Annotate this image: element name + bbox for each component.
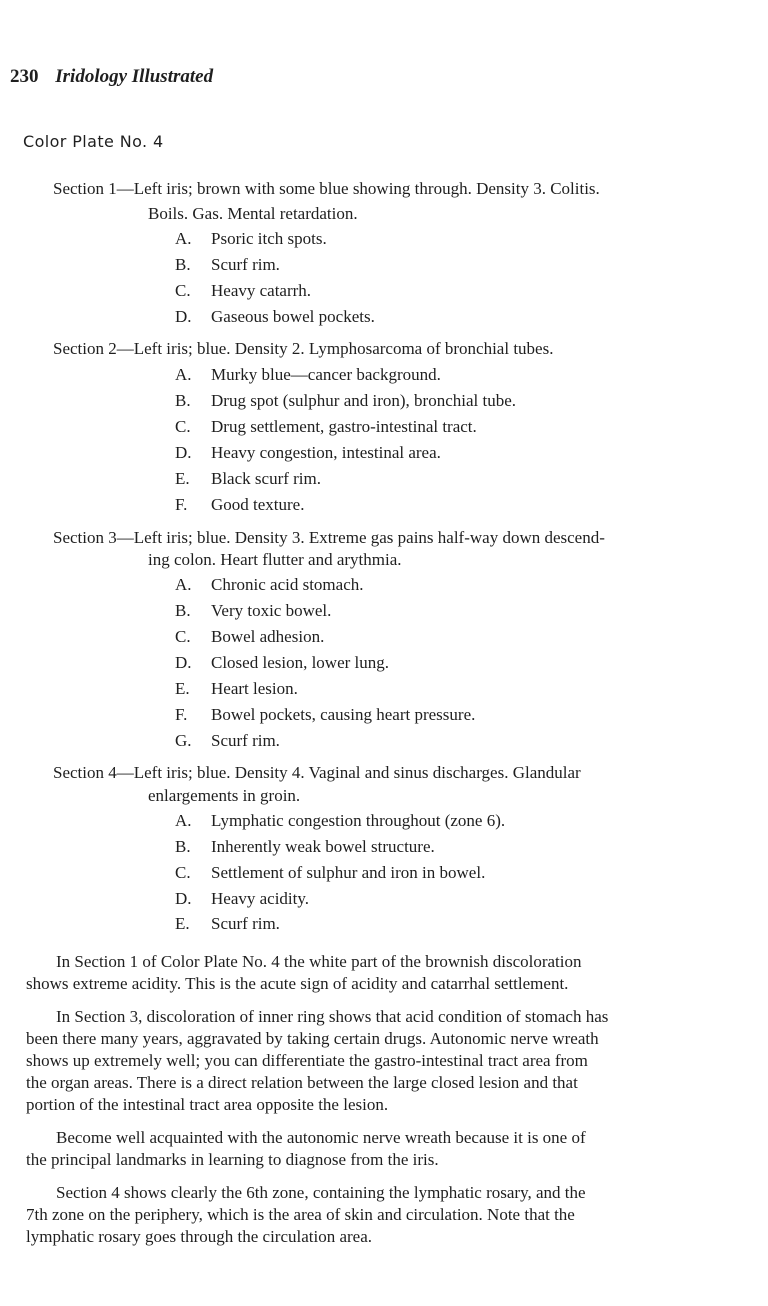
- paragraph-line: the principal landmarks in learning to diagnose from the iris.: [26, 1150, 439, 1169]
- item-text: Drug settlement, gastro-intestinal tract.: [211, 417, 477, 436]
- item-letter: F.: [175, 495, 188, 514]
- item-letter: C.: [175, 627, 191, 646]
- item-letter: D.: [175, 307, 192, 326]
- paragraph-line: Section 4 shows clearly the 6th zone, containing the lymphatic rosary, and the: [56, 1183, 586, 1202]
- section-4-line-1: Section 4—Left iris; blue. Density 4. Vaginal and sinus discharges. Glandular: [53, 763, 581, 782]
- item-letter: C.: [175, 417, 191, 436]
- item-letter: B.: [175, 601, 191, 620]
- paragraph-line: In Section 3, discoloration of inner ring shows that acid condition of stomach has: [56, 1007, 609, 1026]
- item-letter: E.: [175, 679, 190, 698]
- item-letter: C.: [175, 281, 191, 300]
- paragraph-line: been there many years, aggravated by taking certain drugs. Autonomic nerve wreath: [26, 1029, 599, 1048]
- item-text: Gaseous bowel pockets.: [211, 307, 375, 326]
- book-title: Iridology Illustrated: [55, 66, 214, 87]
- item-text: Bowel adhesion.: [211, 627, 325, 646]
- item-text: Black scurf rim.: [211, 469, 321, 488]
- paragraph-line: shows extreme acidity. This is the acute sign of acidity and catarrhal settlement.: [26, 974, 569, 993]
- paragraph-line: shows up extremely well; you can differentiate the gastro-intestinal tract area from: [26, 1051, 588, 1070]
- item-letter: D.: [175, 443, 192, 462]
- plate-title: Color Plate No. 4: [23, 132, 164, 151]
- paragraph-line: the organ areas. There is a direct relation between the large closed lesion and that: [26, 1073, 578, 1092]
- item-letter: E.: [175, 469, 190, 488]
- paragraph-line: 7th zone on the periphery, which is the area of skin and circulation. Note that the: [26, 1205, 575, 1224]
- paragraph-line: lymphatic rosary goes through the circulation area.: [26, 1227, 373, 1246]
- item-text: Lymphatic congestion throughout (zone 6).: [211, 811, 506, 830]
- item-letter: A.: [175, 811, 192, 830]
- item-letter: D.: [175, 889, 192, 908]
- item-letter: D.: [175, 653, 192, 672]
- paragraph-line: portion of the intestinal tract area opposite the lesion.: [26, 1095, 389, 1114]
- item-text: Murky blue—cancer background.: [211, 365, 441, 384]
- section-3-line-1: Section 3—Left iris; blue. Density 3. Extreme gas pains half-way down descend-: [53, 528, 605, 547]
- item-text: Scurf rim.: [211, 255, 280, 274]
- item-text: Drug spot (sulphur and iron), bronchial tube.: [211, 391, 516, 410]
- item-text: Very toxic bowel.: [211, 601, 332, 620]
- section-3-line-2: ing colon. Heart flutter and arythmia.: [148, 550, 402, 569]
- section-1-line-2: Boils. Gas. Mental retardation.: [148, 204, 358, 223]
- item-text: Inherently weak bowel structure.: [211, 837, 435, 856]
- item-text: Psoric itch spots.: [211, 229, 327, 248]
- item-letter: B.: [175, 391, 191, 410]
- item-text: Good texture.: [211, 495, 305, 514]
- item-letter: E.: [175, 914, 190, 933]
- section-1-line-1: Section 1—Left iris; brown with some blue showing through. Density 3. Colitis.: [53, 179, 600, 198]
- item-text: Settlement of sulphur and iron in bowel.: [211, 863, 486, 882]
- section-4-line-2: enlargements in groin.: [148, 786, 301, 805]
- item-text: Heavy congestion, intestinal area.: [211, 443, 441, 462]
- item-text: Scurf rim.: [211, 731, 280, 750]
- section-2-line-1: Section 2—Left iris; blue. Density 2. Lymphosarcoma of bronchial tubes.: [53, 339, 554, 358]
- item-letter: A.: [175, 365, 192, 384]
- paragraph-line: Become well acquainted with the autonomic nerve wreath because it is one of: [56, 1128, 586, 1147]
- item-text: Bowel pockets, causing heart pressure.: [211, 705, 476, 724]
- item-letter: C.: [175, 863, 191, 882]
- item-letter: F.: [175, 705, 188, 724]
- item-letter: B.: [175, 837, 191, 856]
- page-number: 230: [10, 66, 39, 87]
- item-text: Heavy acidity.: [211, 889, 310, 908]
- paragraph-line: In Section 1 of Color Plate No. 4 the white part of the brownish discoloration: [56, 952, 582, 971]
- item-text: Closed lesion, lower lung.: [211, 653, 390, 672]
- item-text: Heavy catarrh.: [211, 281, 312, 300]
- item-text: Heart lesion.: [211, 679, 298, 698]
- item-text: Chronic acid stomach.: [211, 575, 364, 594]
- item-letter: A.: [175, 575, 192, 594]
- item-letter: G.: [175, 731, 192, 750]
- item-letter: A.: [175, 229, 192, 248]
- item-text: Scurf rim.: [211, 914, 280, 933]
- running-header: [10, 66, 213, 88]
- item-letter: B.: [175, 255, 191, 274]
